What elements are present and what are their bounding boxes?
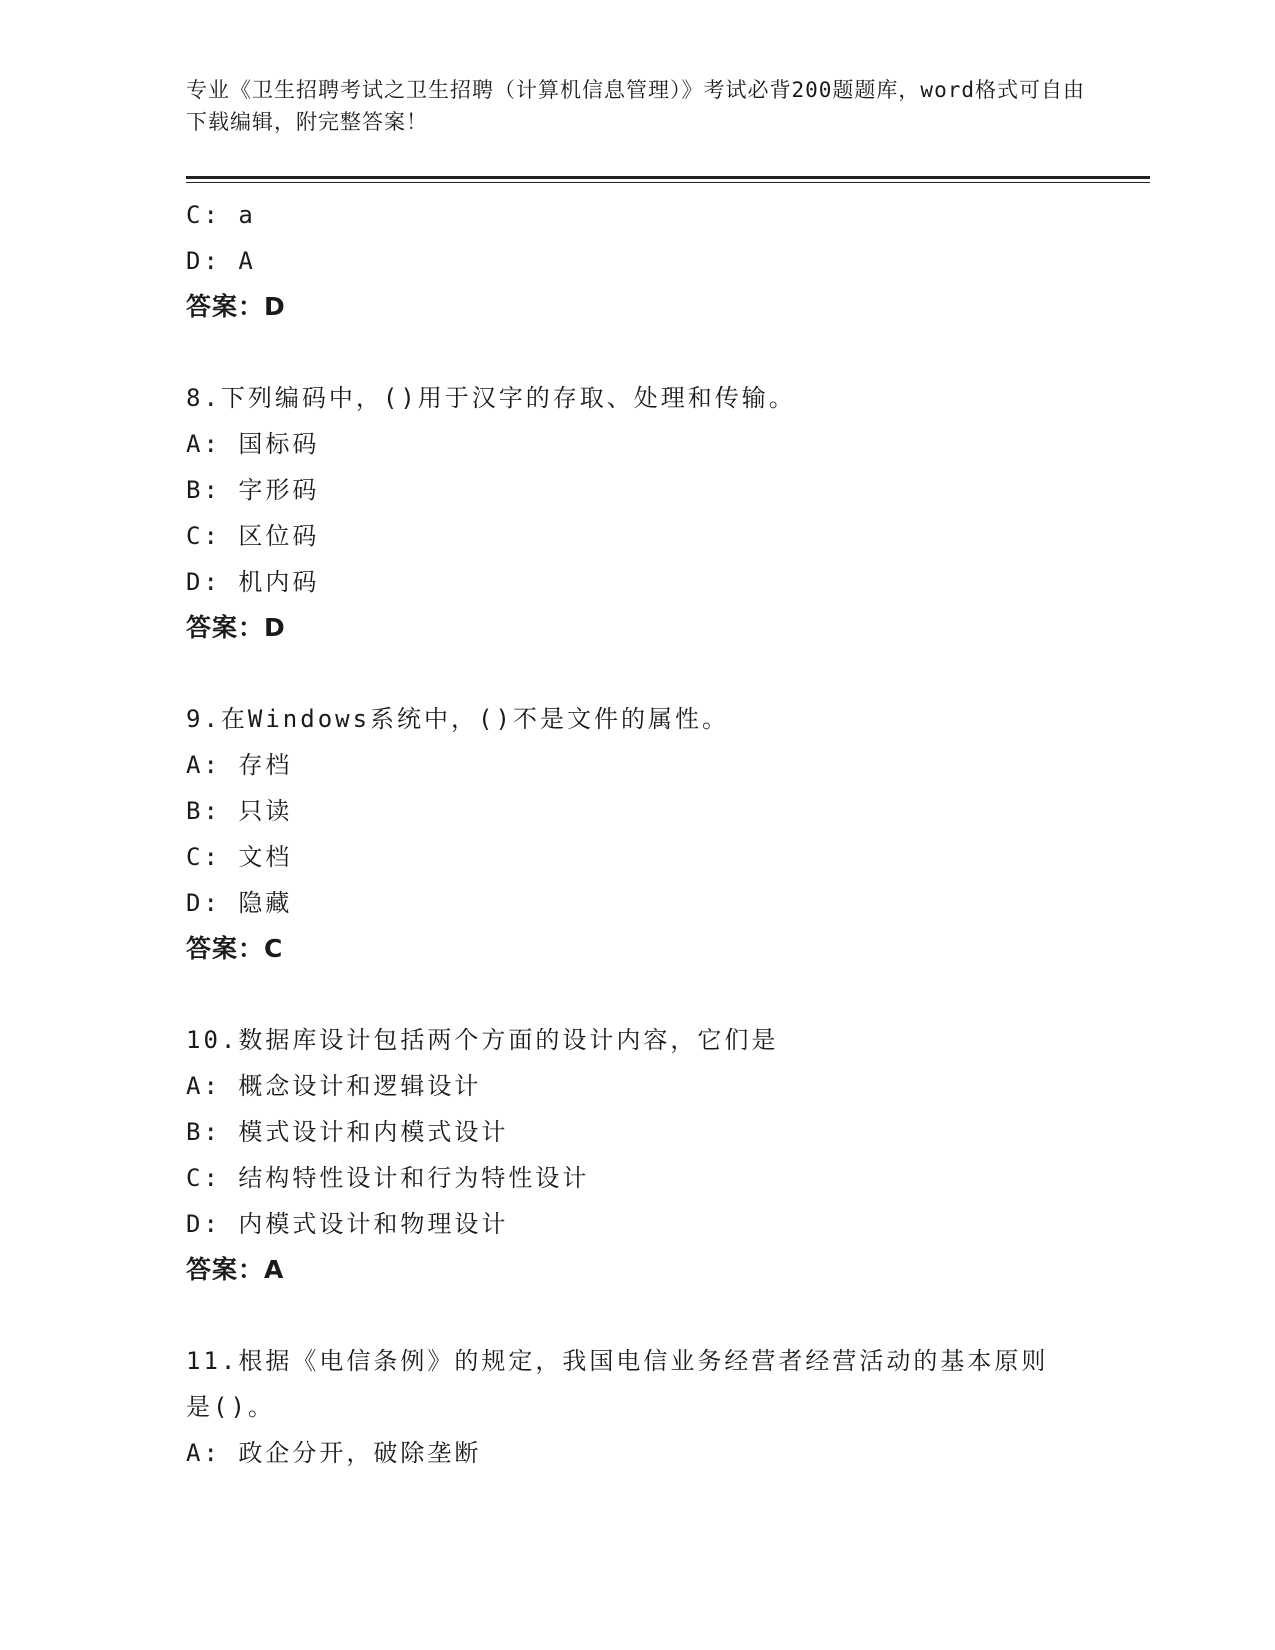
option-d: D: 内模式设计和物理设计 [186,1210,509,1238]
header-rule-thin [186,182,1150,183]
question-stem: 10.数据库设计包括两个方面的设计内容，它们是 [186,1026,779,1054]
document-header: 专业《卫生招聘考试之卫生招聘（计算机信息管理）》考试必背200题题库，word格式可自由下载编辑，附完整答案！ [186,78,1085,134]
answer: 答案：A [186,1255,285,1284]
option-d: D: 隐藏 [186,889,293,917]
option-b: B: 模式设计和内模式设计 [186,1118,509,1146]
question-stem: 9.在Windows系统中，()不是文件的属性。 [186,705,729,733]
question-block-10 [186,1017,1086,1293]
question-list [186,192,1086,1476]
spacer [186,330,1086,375]
question-stem: 11.根据《电信条例》的规定，我国电信业务经营者经营活动的基本原则是()。 [186,1347,1049,1421]
question-stem: 8.下列编码中，()用于汉字的存取、处理和传输。 [186,384,796,412]
answer: 答案：D [186,613,286,642]
spacer [186,651,1086,696]
spacer [186,972,1086,1017]
option-a: A: 存档 [186,751,293,779]
answer: 答案：D [186,292,286,321]
question-block-8 [186,375,1086,651]
option-d: D: A [186,247,256,275]
option-d: D: 机内码 [186,568,320,596]
option-a: A: 概念设计和逻辑设计 [186,1072,482,1100]
option-b: B: 字形码 [186,476,320,504]
question-block-7-tail [186,192,1086,330]
option-a: A: 国标码 [186,430,320,458]
header-rule-thick [186,176,1150,179]
spacer [186,1293,1086,1338]
option-a: A: 政企分开，破除垄断 [186,1439,482,1467]
option-c: C: 结构特性设计和行为特性设计 [186,1164,590,1192]
option-c: C: 文档 [186,843,293,871]
option-c: C: 区位码 [186,522,320,550]
answer: 答案：C [186,934,284,963]
question-block-11 [186,1338,1086,1476]
option-b: B: 只读 [186,797,293,825]
question-block-9 [186,696,1086,972]
option-c: C: a [186,201,256,229]
